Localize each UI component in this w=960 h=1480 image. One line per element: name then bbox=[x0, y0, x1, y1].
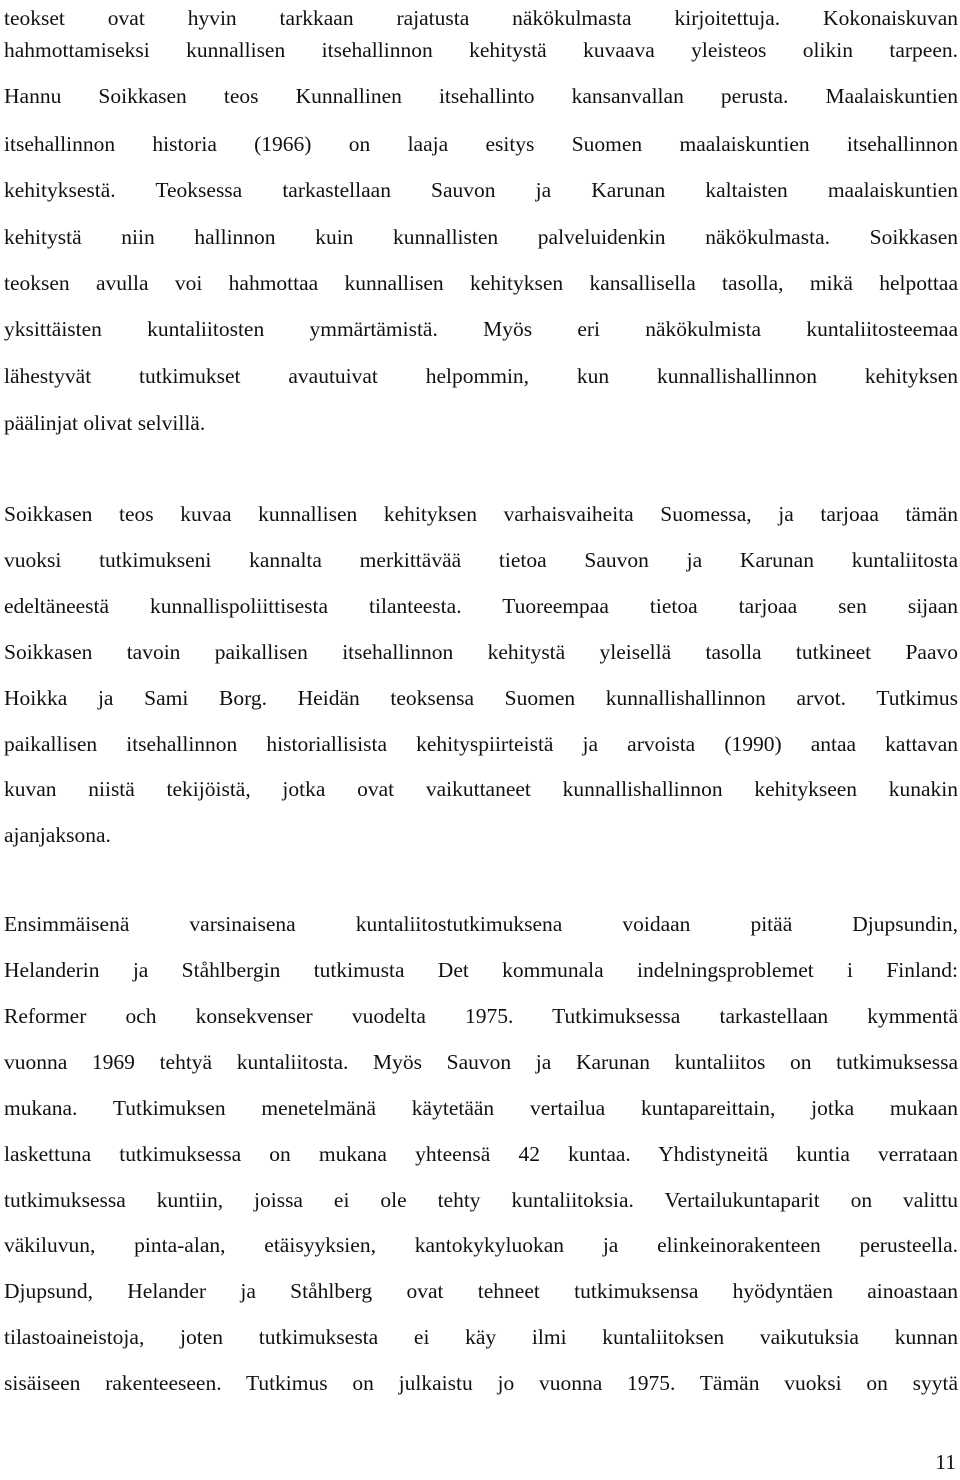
page-number: 11 bbox=[935, 1450, 956, 1474]
text-line: laskettuna tutkimuksessa on mukana yhteensä 42 kuntaa. Yhdistyneitä kuntia verrataan bbox=[4, 1142, 958, 1166]
text-line: hahmottamiseksi kunnallisen itsehallinnon kehitystä kuvaava yleisteos olikin tarpeen. bbox=[4, 38, 958, 62]
text-line: Hoikka ja Sami Borg. Heidän teoksensa Suomen kunnallishallinnon arvot. Tutkimus bbox=[4, 686, 958, 710]
text-line: paikallisen itsehallinnon historiallisista kehityspiirteistä ja arvoista (1990) antaa kattavan bbox=[4, 732, 958, 756]
text-line: vuonna 1969 tehtyä kuntaliitosta. Myös Sauvon ja Karunan kuntaliitos on tutkimuksessa bbox=[4, 1050, 958, 1074]
text-line: teoksen avulla voi hahmottaa kunnallisen kehityksen kansallisella tasolla, mikä helpottaa bbox=[4, 271, 958, 295]
text-line: kehityksestä. Teoksessa tarkastellaan Sauvon ja Karunan kaltaisten maalaiskuntien bbox=[4, 178, 958, 202]
text-line: Hannu Soikkasen teos Kunnallinen itsehallinto kansanvallan perusta. Maalaiskuntien bbox=[4, 84, 958, 108]
text-line: teokset ovat hyvin tarkkaan rajatusta näkökulmasta kirjoitettuja. Kokonaiskuvan bbox=[4, 6, 958, 30]
text-line: Soikkasen tavoin paikallisen itsehallinnon kehitystä yleisellä tasolla tutkineet Paavo bbox=[4, 640, 958, 664]
text-line: päälinjat olivat selvillä. bbox=[4, 411, 206, 435]
text-line: kehitystä niin hallinnon kuin kunnallisten palveluidenkin näkökulmasta. Soikkasen bbox=[4, 225, 958, 249]
text-line: itsehallinnon historia (1966) on laaja esitys Suomen maalaiskuntien itsehallinnon bbox=[4, 132, 958, 156]
text-line: väkiluvun, pinta-alan, etäisyyksien, kantokykyluokan ja elinkeinorakenteen perusteella. bbox=[4, 1233, 958, 1257]
text-line: ajanjaksona. bbox=[4, 823, 111, 847]
text-line: tutkimuksessa kuntiin, joissa ei ole tehty kuntaliitoksia. Vertailukuntaparit on valittu bbox=[4, 1188, 958, 1212]
text-line: Helanderin ja Ståhlbergin tutkimusta Det kommunala indelningsproblemet i Finland: bbox=[4, 958, 958, 982]
text-line: Soikkasen teos kuvaa kunnallisen kehityksen varhaisvaiheita Suomessa, ja tarjoaa tämän bbox=[4, 502, 958, 526]
text-line: vuoksi tutkimukseni kannalta merkittävää tietoa Sauvon ja Karunan kuntaliitosta bbox=[4, 548, 958, 572]
text-line: Djupsund, Helander ja Ståhlberg ovat tehneet tutkimuksensa hyödyntäen ainoastaan bbox=[4, 1279, 958, 1303]
text-line: edeltäneestä kunnallispoliittisesta tilanteesta. Tuoreempaa tietoa tarjoaa sen sijaan bbox=[4, 594, 958, 618]
text-line: Ensimmäisenä varsinaisena kuntaliitostutkimuksena voidaan pitää Djupsundin, bbox=[4, 912, 958, 936]
text-line: lähestyvät tutkimukset avautuivat helpommin, kun kunnallishallinnon kehityksen bbox=[4, 364, 958, 388]
text-line: mukana. Tutkimuksen menetelmänä käytetään vertailua kuntapareittain, jotka mukaan bbox=[4, 1096, 958, 1120]
text-line: tilastoaineistoja, joten tutkimuksesta ei käy ilmi kuntaliitoksen vaikutuksia kunnan bbox=[4, 1325, 958, 1349]
text-line: sisäiseen rakenteeseen. Tutkimus on julkaistu jo vuonna 1975. Tämän vuoksi on syytä bbox=[4, 1371, 958, 1395]
text-line: Reformer och konsekvenser vuodelta 1975. Tutkimuksessa tarkastellaan kymmentä bbox=[4, 1004, 958, 1028]
text-line: kuvan niistä tekijöistä, jotka ovat vaikuttaneet kunnallishallinnon kehitykseen kunakin bbox=[4, 777, 958, 801]
text-line: yksittäisten kuntaliitosten ymmärtämistä. Myös eri näkökulmista kuntaliitosteemaa bbox=[4, 317, 958, 341]
